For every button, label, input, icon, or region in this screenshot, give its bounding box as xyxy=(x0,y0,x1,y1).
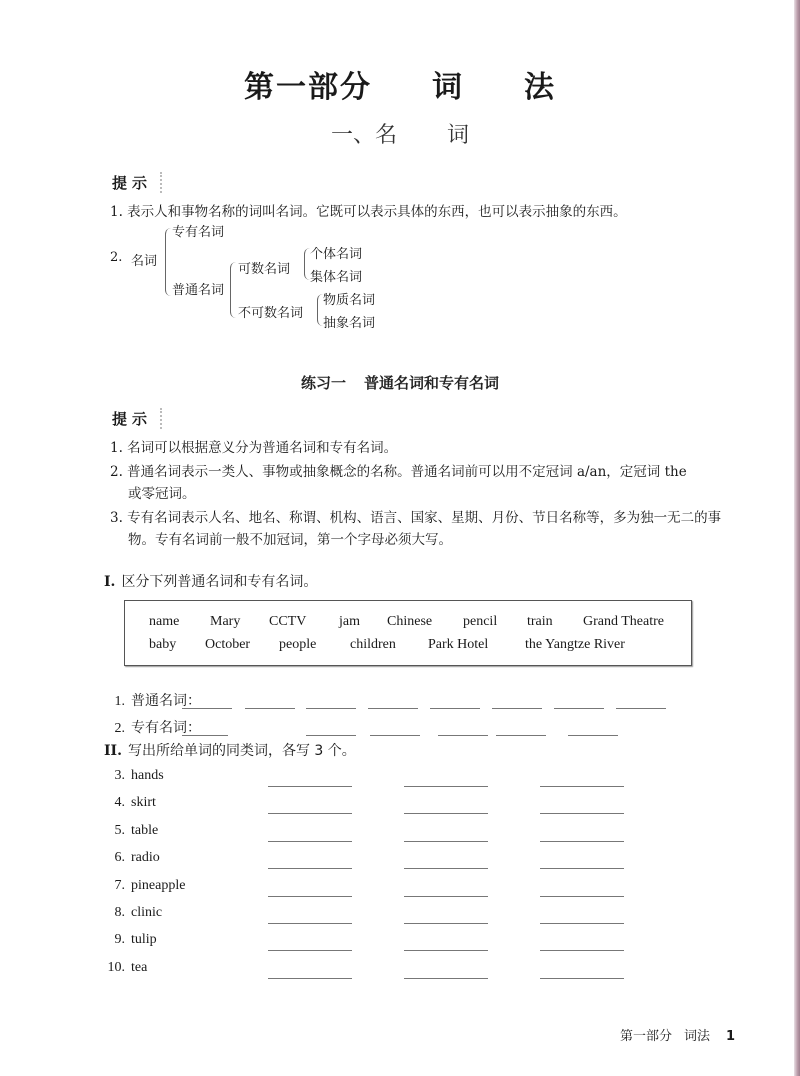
answer-blank[interactable] xyxy=(368,708,418,709)
subtitle-a: 一、名 xyxy=(330,123,397,148)
answer-blank[interactable] xyxy=(540,950,624,951)
tip-item: 1. 表示人和事物名称的词叫名词。它既可以表示具体的东西，也可以表示抽象的东西。 xyxy=(110,204,627,220)
question-row xyxy=(107,932,157,948)
word-bank-item: the Yangtze River xyxy=(525,637,625,652)
question-row xyxy=(107,768,164,784)
title-word-1: 词 xyxy=(432,70,464,105)
answer-blank[interactable] xyxy=(496,735,546,736)
word-bank-item: jam xyxy=(339,614,360,629)
word-bank-item: baby xyxy=(149,637,177,652)
answer-blank[interactable] xyxy=(540,868,624,869)
tip-item-continued: 或零冠词。 xyxy=(128,486,196,502)
tip-heading: 提示 xyxy=(112,408,162,429)
section-instruction: 写出所给单词的同类词，各写 3 个。 xyxy=(127,743,356,759)
footer-part: 第一部分 xyxy=(620,1029,673,1044)
answer-blank[interactable] xyxy=(404,868,488,869)
subtitle-b: 词 xyxy=(447,123,470,148)
page-title xyxy=(0,62,800,106)
tree-proper: 专有名词 xyxy=(172,225,225,240)
question-number: 9. xyxy=(114,932,125,948)
answer-blank[interactable] xyxy=(404,896,488,897)
title-part: 第一部分 xyxy=(244,70,372,105)
answer-blank[interactable] xyxy=(182,708,232,709)
answer-blank[interactable] xyxy=(404,978,488,979)
tip-item: 2. 普通名词表示一类人、事物或抽象概念的名称。普通名词前可以用不定冠词 a/an，定冠词 the xyxy=(110,464,687,480)
tip-item-continued: 物。专有名词前一般不加冠词，第一个字母必须大写。 xyxy=(128,532,452,548)
page-number: 1 xyxy=(726,1029,736,1044)
answer-blank[interactable] xyxy=(404,786,488,787)
answer-blank[interactable] xyxy=(438,735,488,736)
answer-blank[interactable] xyxy=(245,708,295,709)
question-row xyxy=(107,878,185,894)
answer-row-common xyxy=(107,690,201,710)
word-bank-item: train xyxy=(527,614,553,629)
answer-blank[interactable] xyxy=(268,950,352,951)
answer-blank[interactable] xyxy=(554,708,604,709)
answer-blank[interactable] xyxy=(404,813,488,814)
question-word: tulip xyxy=(131,932,157,948)
section-2-heading xyxy=(104,740,356,760)
question-word: clinic xyxy=(131,905,163,920)
answer-label: 普通名词： xyxy=(131,694,201,709)
answer-blank[interactable] xyxy=(182,735,228,736)
exercise-title xyxy=(0,372,800,393)
answer-blank[interactable] xyxy=(268,813,352,814)
tree-number: 2. xyxy=(110,250,123,265)
tip-item: 1. 名词可以根据意义分为普通名词和专有名词。 xyxy=(110,440,398,456)
section-1-heading xyxy=(104,571,317,591)
question-number: 6. xyxy=(114,850,125,866)
tree-root: 名词 xyxy=(131,254,158,269)
tip-heading: 提示 xyxy=(112,172,162,193)
footer-chapter: 词法 xyxy=(684,1029,711,1044)
section-numeral: II. xyxy=(104,743,122,759)
question-number: 5. xyxy=(114,822,125,838)
question-word: tea xyxy=(131,959,148,975)
brace-common xyxy=(230,262,237,318)
page-edge xyxy=(794,0,800,1076)
question-word: pineapple xyxy=(131,877,186,893)
question-row xyxy=(107,823,158,839)
answer-blank[interactable] xyxy=(568,735,618,736)
question-word: table xyxy=(131,822,159,838)
answer-number: 2. xyxy=(114,721,125,736)
word-bank-item: name xyxy=(149,614,180,629)
word-bank-item: CCTV xyxy=(269,614,307,629)
word-bank-item: children xyxy=(350,637,396,652)
question-number: 4. xyxy=(114,795,125,811)
answer-blank[interactable] xyxy=(268,923,352,924)
word-bank-item: Chinese xyxy=(387,614,433,629)
tip-item: 3. 专有名词表示人名、地名、称谓、机构、语言、国家、星期、月份、节日名称等，多为独一无二的事 xyxy=(110,510,722,526)
word-bank-item: Mary xyxy=(210,614,241,629)
exercise-number: 练习一 xyxy=(300,374,346,392)
section-subtitle xyxy=(0,118,800,149)
word-bank-item: Park Hotel xyxy=(428,637,489,652)
answer-blank[interactable] xyxy=(306,735,356,736)
answer-row-proper xyxy=(107,717,201,737)
answer-blank[interactable] xyxy=(540,813,624,814)
question-row xyxy=(107,795,156,811)
answer-blank[interactable] xyxy=(268,896,352,897)
question-word: radio xyxy=(131,850,160,866)
answer-blank[interactable] xyxy=(540,923,624,924)
tree-individual: 个体名词 xyxy=(310,247,363,262)
title-word-2: 法 xyxy=(524,70,556,105)
answer-blank[interactable] xyxy=(370,735,420,736)
answer-blank[interactable] xyxy=(540,978,624,979)
word-bank-item: people xyxy=(279,637,317,652)
answer-blank[interactable] xyxy=(492,708,542,709)
answer-number: 1. xyxy=(114,694,125,709)
question-row xyxy=(107,850,160,866)
question-word: hands xyxy=(131,768,164,783)
answer-blank[interactable] xyxy=(268,841,352,842)
word-bank xyxy=(124,600,692,666)
section-instruction: 区分下列普通名词和专有名词。 xyxy=(121,574,318,590)
tree-collective: 集体名词 xyxy=(310,270,363,285)
tree-abstract: 抽象名词 xyxy=(323,316,376,331)
tree-countable: 可数名词 xyxy=(238,262,291,277)
answer-blank[interactable] xyxy=(268,978,352,979)
answer-blank[interactable] xyxy=(540,841,624,842)
section-numeral: I. xyxy=(104,574,116,590)
question-number: 7. xyxy=(114,877,125,893)
question-number: 8. xyxy=(114,905,125,920)
answer-blank[interactable] xyxy=(306,708,356,709)
tree-uncountable: 不可数名词 xyxy=(238,306,304,321)
answer-blank[interactable] xyxy=(268,786,352,787)
question-number: 10. xyxy=(107,959,125,975)
answer-blank[interactable] xyxy=(540,896,624,897)
tree-material: 物质名词 xyxy=(323,293,376,308)
answer-blank[interactable] xyxy=(616,708,666,709)
answer-label: 专有名词： xyxy=(131,721,201,736)
brace-root xyxy=(165,228,172,296)
answer-blank[interactable] xyxy=(540,786,624,787)
question-row xyxy=(107,960,147,976)
answer-blank[interactable] xyxy=(404,950,488,951)
exercise-topic: 普通名词和专有名词 xyxy=(364,374,500,392)
question-word: skirt xyxy=(131,795,156,811)
answer-blank[interactable] xyxy=(404,841,488,842)
word-bank-item: Grand Theatre xyxy=(583,614,664,629)
answer-blank[interactable] xyxy=(430,708,480,709)
word-bank-item: October xyxy=(205,637,251,652)
page-footer xyxy=(620,1025,735,1044)
answer-blank[interactable] xyxy=(268,868,352,869)
question-row xyxy=(107,905,162,921)
answer-blank[interactable] xyxy=(404,923,488,924)
question-number: 3. xyxy=(114,768,125,783)
tree-common: 普通名词 xyxy=(172,283,225,298)
word-bank-item: pencil xyxy=(463,614,498,629)
